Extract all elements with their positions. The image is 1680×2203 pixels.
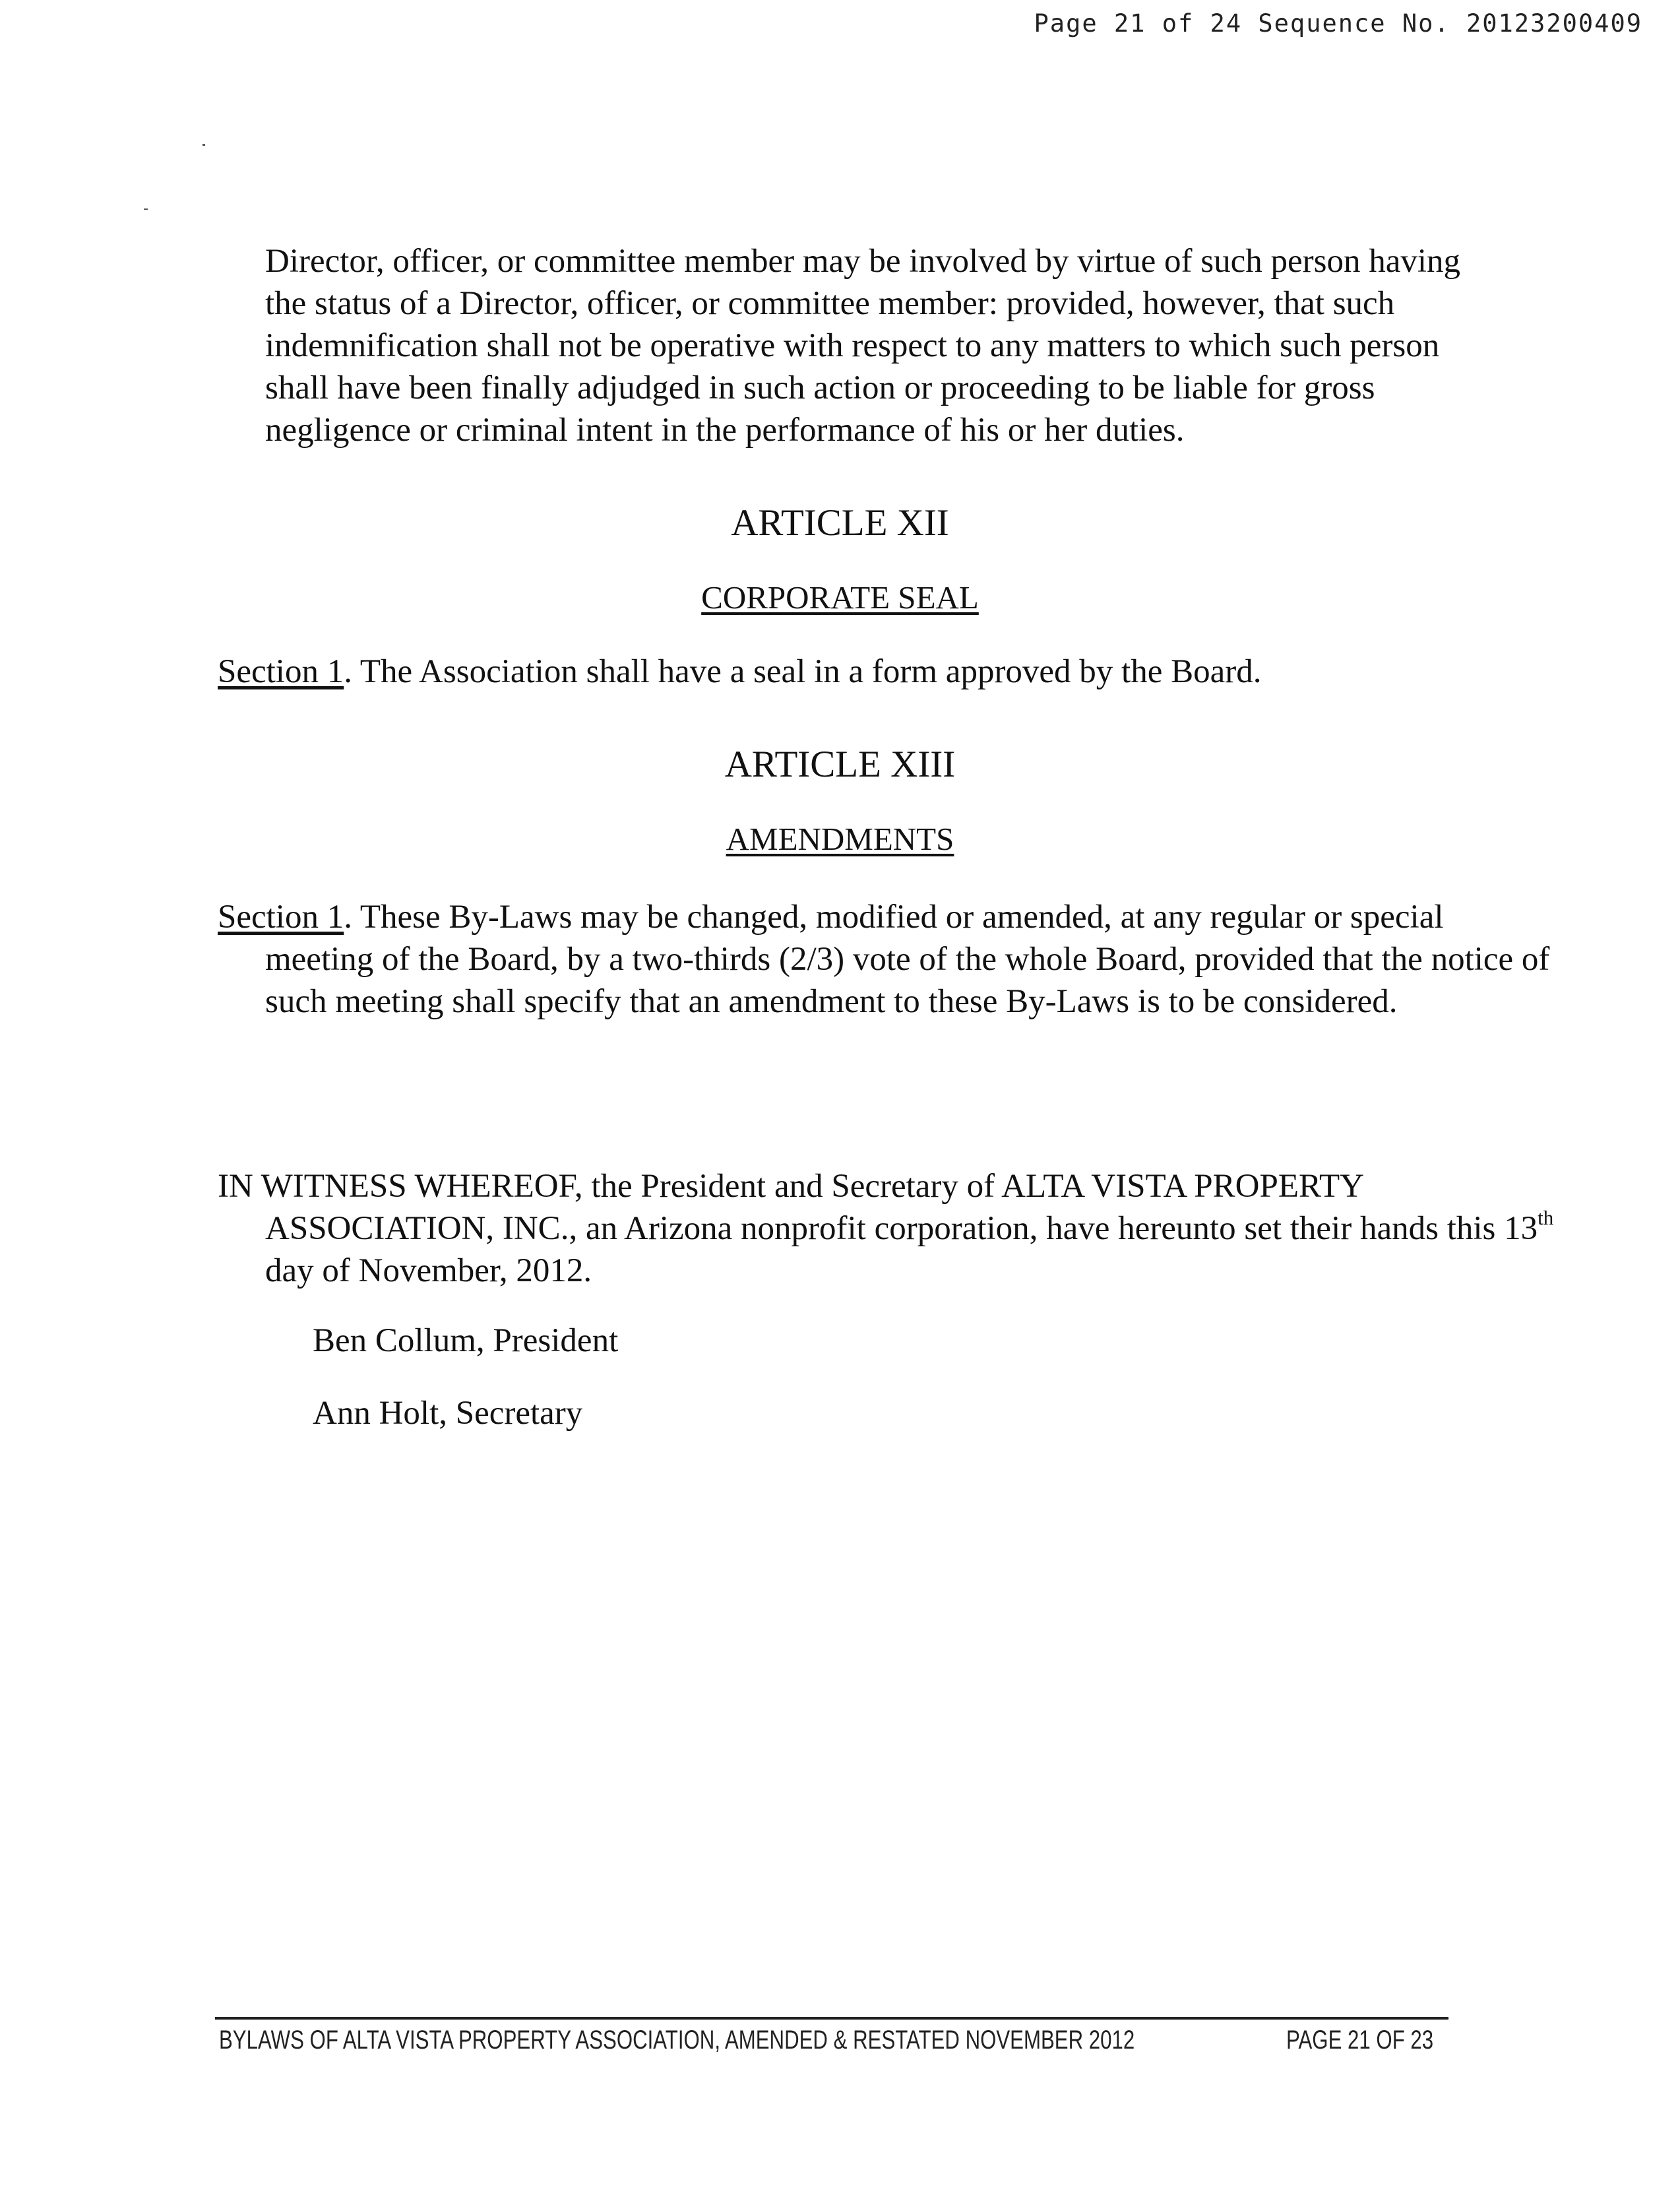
section-text: . These By-Laws may be changed, modified or amended, at any regular or special meeting of the Board, by a two-thirds (2/3) vote of the whole Board, provided that the notice of such meeting shall specify that an amendment to these By-Laws is to be considered. [265,899,1550,1020]
witness-text-before: IN WITNESS WHEREOF, the President and Secretary of ALTA VISTA PROPERTY ASSOCIATION, INC., an Arizona nonprofit corporation, have hereunto set their hands this 13 [218,1168,1538,1247]
article-xii-section-1 [218,651,1558,693]
footer-rule [215,2017,1448,2020]
footer-page-label: PAGE 21 OF 23 [1286,2026,1434,2055]
signatory-president: Ben Collum, President [313,1322,619,1359]
article-xii-title: ARTICLE XII [731,502,949,544]
ordinal-superscript: th [1538,1206,1554,1229]
amendments-heading: AMENDMENTS [726,821,954,857]
witness-text-after: day of November, 2012. [265,1252,592,1289]
footer-document-title: BYLAWS OF ALTA VISTA PROPERTY ASSOCIATION, AMENDED & RESTATED NOVEMBER 2012 [219,2026,1135,2055]
section-text: . The Association shall have a seal in a form approved by the Board. [344,653,1262,690]
witness-clause [218,1165,1558,1292]
page-sequence-header: Page 21 of 24 Sequence No. 20123200409 [1034,9,1642,38]
scan-speck [202,144,205,146]
section-label: Section 1 [218,653,344,690]
article-xiii-section-1 [218,896,1558,1023]
continuation-paragraph: Director, officer, or committee member may be involved by virtue of such person having the status of a Director, officer, or committee member: provided, however, that such indemnification shall not be operative with respect to any matters to which such person shall have been finally adjudged in such action or proceeding to be liable for gross negligence or criminal intent in the performance of his or her duties. [265,243,1460,449]
corporate-seal-heading: CORPORATE SEAL [701,579,979,616]
scan-speck [144,208,148,210]
section-label: Section 1 [218,899,344,936]
article-xiii-title: ARTICLE XIII [724,744,956,785]
signatory-secretary: Ann Holt, Secretary [313,1395,583,1432]
